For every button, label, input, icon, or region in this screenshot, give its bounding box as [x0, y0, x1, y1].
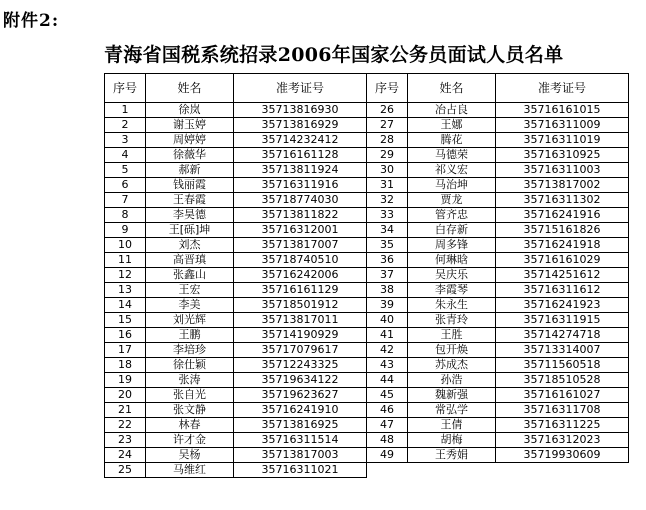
right-name-cell: 王胜	[408, 328, 496, 343]
left-seq-cell: 19	[105, 373, 146, 388]
table-row	[105, 238, 629, 253]
table-header-row	[105, 74, 629, 103]
right-ticket-cell: 35716241916	[496, 208, 629, 223]
left-seq-cell: 5	[105, 163, 146, 178]
table-row	[105, 358, 629, 373]
left-name-cell: 王宏	[146, 283, 234, 298]
left-ticket-cell: 35713811924	[234, 163, 367, 178]
right-name-cell: 苏成杰	[408, 358, 496, 373]
left-seq-cell: 16	[105, 328, 146, 343]
left-ticket-cell: 35719623627	[234, 388, 367, 403]
right-seq-cell: 33	[367, 208, 408, 223]
left-seq-cell: 22	[105, 418, 146, 433]
left-name-cell: 张涛	[146, 373, 234, 388]
left-seq-cell: 24	[105, 448, 146, 463]
left-seq-cell: 7	[105, 193, 146, 208]
right-name-cell: 张青玲	[408, 313, 496, 328]
table-row	[105, 373, 629, 388]
table-row	[105, 313, 629, 328]
table-row	[105, 418, 629, 433]
right-ticket-cell: 35716311225	[496, 418, 629, 433]
table-row	[105, 343, 629, 358]
right-seq-cell: 29	[367, 148, 408, 163]
right-ticket-cell: 35718510528	[496, 373, 629, 388]
right-ticket-cell: 35716241923	[496, 298, 629, 313]
table-row	[105, 148, 629, 163]
right-seq-cell: 35	[367, 238, 408, 253]
document-title: 青海省国税系统招录2006年国家公务员面试人员名单	[104, 44, 564, 66]
right-seq-cell: 47	[367, 418, 408, 433]
right-seq-cell: 45	[367, 388, 408, 403]
left-ticket-cell: 35712243325	[234, 358, 367, 373]
right-name-cell: 吴庆乐	[408, 268, 496, 283]
left-seq-cell: 8	[105, 208, 146, 223]
left-name-cell: 钱丽霞	[146, 178, 234, 193]
left-name-cell: 张鑫山	[146, 268, 234, 283]
left-name-cell: 徐岚	[146, 103, 234, 118]
table-row	[105, 403, 629, 418]
left-seq-cell: 25	[105, 463, 146, 478]
left-seq-cell: 12	[105, 268, 146, 283]
right-seq-cell: 38	[367, 283, 408, 298]
right-ticket-cell: 35716241918	[496, 238, 629, 253]
table-row	[105, 103, 629, 118]
right-ticket-cell: 35716161015	[496, 103, 629, 118]
right-seq-cell: 28	[367, 133, 408, 148]
table-row	[105, 208, 629, 223]
left-ticket-cell: 35716161129	[234, 283, 367, 298]
right-name-cell: 常弘学	[408, 403, 496, 418]
table-row	[105, 223, 629, 238]
right-ticket-cell: 35716311019	[496, 133, 629, 148]
left-name-cell: 高晋瑱	[146, 253, 234, 268]
right-ticket-cell: 35713817002	[496, 178, 629, 193]
right-name-cell: 李霞琴	[408, 283, 496, 298]
table-row	[105, 328, 629, 343]
header-ticket-left: 准考证号	[234, 74, 367, 103]
right-name-cell: 魏新强	[408, 388, 496, 403]
right-name-cell: 腾花	[408, 133, 496, 148]
left-seq-cell: 6	[105, 178, 146, 193]
right-name-cell: 白存新	[408, 223, 496, 238]
table-row	[105, 268, 629, 283]
left-seq-cell: 17	[105, 343, 146, 358]
table-row	[105, 118, 629, 133]
right-seq-cell: 34	[367, 223, 408, 238]
left-seq-cell: 3	[105, 133, 146, 148]
header-name-left: 姓名	[146, 74, 234, 103]
left-ticket-cell: 35713816929	[234, 118, 367, 133]
left-name-cell: 李美	[146, 298, 234, 313]
right-ticket-cell: 35716311915	[496, 313, 629, 328]
right-ticket-cell: 35711560518	[496, 358, 629, 373]
right-name-cell: 胡梅	[408, 433, 496, 448]
left-name-cell: 郝新	[146, 163, 234, 178]
table-row	[105, 178, 629, 193]
right-seq-cell: 43	[367, 358, 408, 373]
left-name-cell: 王鹏	[146, 328, 234, 343]
left-ticket-cell: 35716161128	[234, 148, 367, 163]
left-ticket-cell: 35716242006	[234, 268, 367, 283]
left-ticket-cell: 35716241910	[234, 403, 367, 418]
right-name-cell: 王秀娟	[408, 448, 496, 463]
left-name-cell: 张自光	[146, 388, 234, 403]
left-seq-cell: 1	[105, 103, 146, 118]
left-seq-cell: 10	[105, 238, 146, 253]
right-ticket-cell: 35713314007	[496, 343, 629, 358]
right-ticket-cell: 35716161027	[496, 388, 629, 403]
table-row	[105, 253, 629, 268]
right-seq-cell: 39	[367, 298, 408, 313]
left-name-cell: 吴杨	[146, 448, 234, 463]
left-ticket-cell: 35716311514	[234, 433, 367, 448]
left-seq-cell: 23	[105, 433, 146, 448]
left-ticket-cell: 35718501912	[234, 298, 367, 313]
right-ticket-cell: 35716311003	[496, 163, 629, 178]
right-seq-cell: 37	[367, 268, 408, 283]
left-name-cell: 王[砾]坤	[146, 223, 234, 238]
right-seq-cell: 32	[367, 193, 408, 208]
left-name-cell: 马维红	[146, 463, 234, 478]
candidate-table	[104, 73, 629, 478]
left-ticket-cell: 35716312001	[234, 223, 367, 238]
left-seq-cell: 21	[105, 403, 146, 418]
right-seq-cell: 36	[367, 253, 408, 268]
table-body	[105, 103, 629, 478]
right-name-cell: 马德荣	[408, 148, 496, 163]
left-ticket-cell: 35714190929	[234, 328, 367, 343]
header-seq-left: 序号	[105, 74, 146, 103]
right-name-cell: 周多锋	[408, 238, 496, 253]
left-ticket-cell: 35718740510	[234, 253, 367, 268]
left-ticket-cell: 35714232412	[234, 133, 367, 148]
right-ticket-cell: 35716312023	[496, 433, 629, 448]
left-seq-cell: 13	[105, 283, 146, 298]
right-ticket-cell: 35716311612	[496, 283, 629, 298]
table-row	[105, 388, 629, 403]
right-seq-cell: 30	[367, 163, 408, 178]
left-name-cell: 林春	[146, 418, 234, 433]
left-name-cell: 李昊德	[146, 208, 234, 223]
empty-cell	[408, 463, 496, 478]
right-name-cell: 祁义宏	[408, 163, 496, 178]
right-seq-cell: 31	[367, 178, 408, 193]
left-ticket-cell: 35713817003	[234, 448, 367, 463]
left-seq-cell: 11	[105, 253, 146, 268]
right-seq-cell: 44	[367, 373, 408, 388]
right-ticket-cell: 35716310925	[496, 148, 629, 163]
left-ticket-cell: 35719634122	[234, 373, 367, 388]
left-ticket-cell: 35716311021	[234, 463, 367, 478]
right-name-cell: 王娜	[408, 118, 496, 133]
empty-cell	[367, 463, 408, 478]
left-ticket-cell: 35713811822	[234, 208, 367, 223]
left-ticket-cell: 35713817007	[234, 238, 367, 253]
right-seq-cell: 46	[367, 403, 408, 418]
right-seq-cell: 48	[367, 433, 408, 448]
left-ticket-cell: 35713817011	[234, 313, 367, 328]
right-ticket-cell: 35716311302	[496, 193, 629, 208]
left-name-cell: 李培珍	[146, 343, 234, 358]
header-name-right: 姓名	[408, 74, 496, 103]
right-ticket-cell: 35714251612	[496, 268, 629, 283]
right-seq-cell: 40	[367, 313, 408, 328]
right-ticket-cell: 35716311708	[496, 403, 629, 418]
right-name-cell: 包开焕	[408, 343, 496, 358]
left-seq-cell: 18	[105, 358, 146, 373]
right-name-cell: 何琳晗	[408, 253, 496, 268]
left-name-cell: 王春霞	[146, 193, 234, 208]
right-ticket-cell: 35715161826	[496, 223, 629, 238]
left-seq-cell: 14	[105, 298, 146, 313]
table-row	[105, 163, 629, 178]
left-name-cell: 谢玉婷	[146, 118, 234, 133]
right-name-cell: 冶占良	[408, 103, 496, 118]
left-name-cell: 刘杰	[146, 238, 234, 253]
left-seq-cell: 4	[105, 148, 146, 163]
left-ticket-cell: 35713816925	[234, 418, 367, 433]
left-name-cell: 徐仕颖	[146, 358, 234, 373]
table-row	[105, 433, 629, 448]
left-ticket-cell: 35718774030	[234, 193, 367, 208]
right-seq-cell: 49	[367, 448, 408, 463]
right-name-cell: 马治坤	[408, 178, 496, 193]
right-ticket-cell: 35716161029	[496, 253, 629, 268]
table-row	[105, 463, 629, 478]
attachment-label: 附件2:	[3, 11, 60, 31]
right-name-cell: 管齐忠	[408, 208, 496, 223]
right-ticket-cell: 35714274718	[496, 328, 629, 343]
left-seq-cell: 2	[105, 118, 146, 133]
right-seq-cell: 27	[367, 118, 408, 133]
right-seq-cell: 26	[367, 103, 408, 118]
header-ticket-right: 准考证号	[496, 74, 629, 103]
table-row	[105, 448, 629, 463]
left-name-cell: 周婷婷	[146, 133, 234, 148]
right-name-cell: 孙浩	[408, 373, 496, 388]
left-ticket-cell: 35713816930	[234, 103, 367, 118]
table-row	[105, 133, 629, 148]
left-ticket-cell: 35716311916	[234, 178, 367, 193]
left-name-cell: 张文静	[146, 403, 234, 418]
left-name-cell: 许才金	[146, 433, 234, 448]
left-seq-cell: 20	[105, 388, 146, 403]
right-ticket-cell: 35716311009	[496, 118, 629, 133]
right-name-cell: 贾龙	[408, 193, 496, 208]
left-ticket-cell: 35717079617	[234, 343, 367, 358]
right-name-cell: 朱永生	[408, 298, 496, 313]
left-seq-cell: 15	[105, 313, 146, 328]
right-ticket-cell: 35719930609	[496, 448, 629, 463]
empty-cell	[496, 463, 629, 478]
left-seq-cell: 9	[105, 223, 146, 238]
left-name-cell: 徐薇华	[146, 148, 234, 163]
table-row	[105, 193, 629, 208]
table-row	[105, 298, 629, 313]
right-name-cell: 王倩	[408, 418, 496, 433]
table-row	[105, 283, 629, 298]
left-name-cell: 刘光辉	[146, 313, 234, 328]
right-seq-cell: 42	[367, 343, 408, 358]
header-seq-right: 序号	[367, 74, 408, 103]
right-seq-cell: 41	[367, 328, 408, 343]
